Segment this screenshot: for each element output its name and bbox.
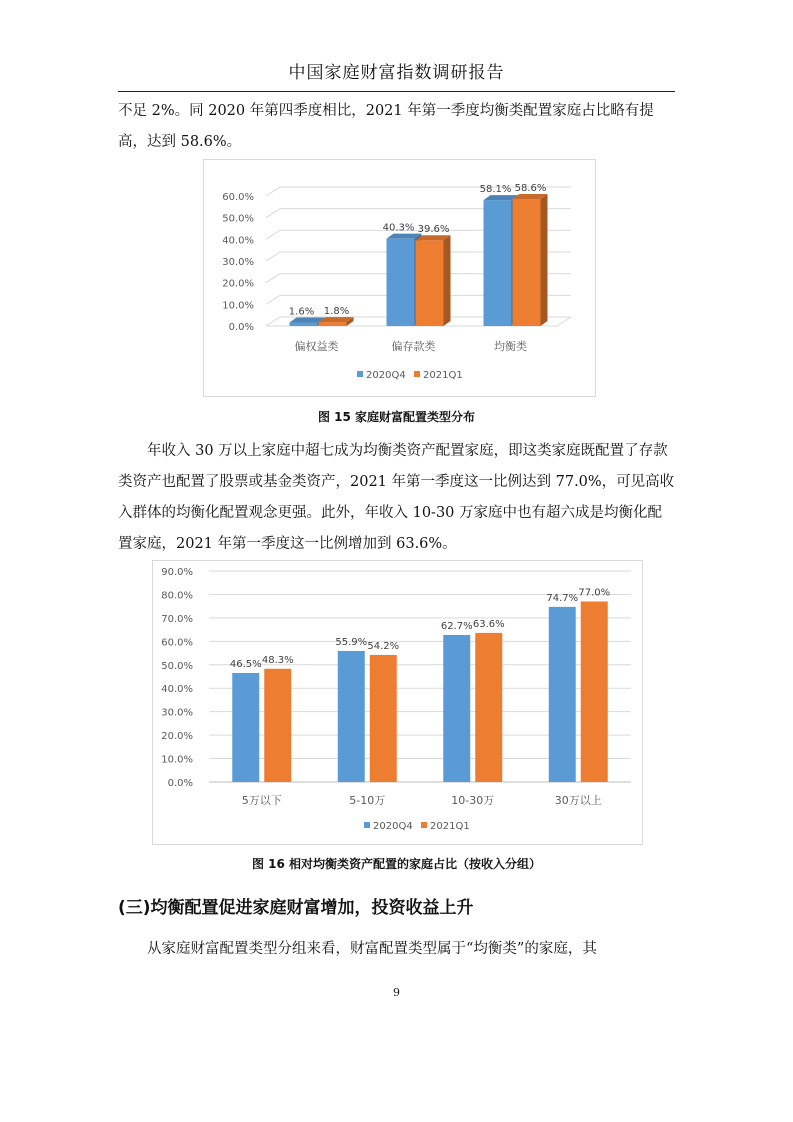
grid-line-diag xyxy=(266,295,280,304)
data-label: 40.3% xyxy=(382,222,415,234)
chart-16 xyxy=(153,561,642,844)
y-tick-label: 90.0% xyxy=(161,567,193,578)
page-number: 9 xyxy=(393,986,400,999)
y-tick-label: 60.0% xyxy=(161,637,193,649)
grid-line-diag xyxy=(266,187,280,196)
bar-2020Q4 xyxy=(443,635,470,782)
x-tick-label: 30万以上 xyxy=(554,794,602,807)
y-tick-label: 20.0% xyxy=(161,731,193,743)
bar-2021Q1 xyxy=(319,322,347,326)
bar-side-2021Q1 xyxy=(541,194,548,326)
document-header: 中国家庭财富指数调研报告 xyxy=(288,63,505,83)
data-label: 55.9% xyxy=(335,636,368,648)
data-label: 77.0% xyxy=(578,587,611,599)
bar-side-2021Q1 xyxy=(444,235,451,326)
bar-2021Q1 xyxy=(513,199,541,326)
data-label: 1.6% xyxy=(288,306,315,318)
data-label: 58.1% xyxy=(479,184,512,196)
legend-swatch-2020Q4 xyxy=(364,822,370,828)
grid-line-diag xyxy=(266,209,280,218)
grid-line-diag xyxy=(266,230,280,239)
grid-line-diag xyxy=(266,252,280,261)
x-axis-diag xyxy=(557,317,571,326)
y-tick-label: 20.0% xyxy=(222,278,254,290)
paragraph-3: 从家庭财富配置类型分组来看，财富配置类型属于“均衡类”的家庭，其 xyxy=(147,941,597,957)
y-tick-label: 30.0% xyxy=(161,707,193,719)
data-label: 63.6% xyxy=(472,618,505,630)
bar-2021Q1 xyxy=(264,669,291,782)
bar-2020Q4 xyxy=(484,200,512,326)
chart-15-frame xyxy=(203,159,596,397)
y-tick-label: 60.0% xyxy=(222,192,254,203)
data-label: 58.6% xyxy=(514,183,547,195)
x-tick-label: 10-30万 xyxy=(451,794,495,807)
bar-2021Q1 xyxy=(581,601,608,782)
bar-2021Q1 xyxy=(416,240,444,326)
y-tick-label: 40.0% xyxy=(161,684,193,696)
data-label: 46.5% xyxy=(229,658,262,670)
chart-15-caption: 图 15 家庭财富配置类型分布 xyxy=(317,410,476,424)
x-tick-label: 偏权益类 xyxy=(294,340,339,353)
data-label: 48.3% xyxy=(261,654,294,666)
y-tick-label: 80.0% xyxy=(161,590,193,602)
legend-label: 2021Q1 xyxy=(430,821,470,832)
y-tick-label: 70.0% xyxy=(161,613,193,625)
x-tick-label: 偏存款类 xyxy=(391,340,436,353)
y-tick-label: 0.0% xyxy=(167,778,193,789)
y-tick-label: 10.0% xyxy=(222,300,254,312)
bar-2020Q4 xyxy=(338,651,365,782)
paragraph-2: 年收入 30 万以上家庭中超七成为均衡类资产配置家庭，即这类家庭既配置了存款类资产也配置了股票或基金类资产，2021 年第一季度这一比例达到 77.0%，可见高收入群体的均衡化配置观念更强。此外，年收入 10-30 万家庭中也有超六成是均衡化配置家庭，2021 年第一季度这一比例增加到 63.6%。 xyxy=(118,443,675,552)
data-label: 39.6% xyxy=(417,224,450,236)
legend-swatch-2021Q1 xyxy=(414,371,420,377)
x-tick-label: 均衡类 xyxy=(494,340,527,353)
chart-16-frame xyxy=(152,560,643,845)
y-tick-label: 40.0% xyxy=(222,235,254,247)
y-tick-label: 10.0% xyxy=(161,754,193,766)
bar-2021Q1 xyxy=(475,633,502,782)
data-label: 62.7% xyxy=(440,621,473,633)
legend-label: 2020Q4 xyxy=(373,821,413,832)
data-label: 54.2% xyxy=(367,640,400,652)
bar-2021Q1 xyxy=(370,655,397,782)
grid-line-diag xyxy=(266,317,280,326)
data-label: 74.7% xyxy=(546,592,579,604)
x-tick-label: 5-10万 xyxy=(349,794,386,807)
y-tick-label: 50.0% xyxy=(222,213,254,225)
x-tick-label: 5万以下 xyxy=(241,794,282,807)
y-tick-label: 50.0% xyxy=(161,660,193,672)
grid-line-diag xyxy=(266,274,280,283)
bar-2020Q4 xyxy=(387,239,415,326)
legend-label: 2021Q1 xyxy=(423,370,463,381)
bar-2020Q4 xyxy=(232,673,259,782)
bar-2020Q4 xyxy=(549,607,576,782)
y-tick-label: 30.0% xyxy=(222,257,254,268)
legend-swatch-2021Q1 xyxy=(421,822,427,828)
header-rule xyxy=(118,91,675,92)
bar-2020Q4 xyxy=(290,323,318,326)
chart-16-caption: 图 16 相对均衡类资产配置的家庭占比（按收入分组） xyxy=(251,857,542,871)
section-heading: (三)均衡配置促进家庭财富增加，投资收益上升 xyxy=(118,898,474,918)
paragraph-1: 不足 2%。同 2020 年第四季度相比，2021 年第一季度均衡类配置家庭占比略有提高，达到 58.6%。 xyxy=(118,103,654,150)
legend-label: 2020Q4 xyxy=(366,370,406,381)
chart-15 xyxy=(204,160,595,396)
data-label: 1.8% xyxy=(323,306,350,318)
legend-swatch-2020Q4 xyxy=(357,371,363,377)
y-tick-label: 0.0% xyxy=(228,322,254,333)
